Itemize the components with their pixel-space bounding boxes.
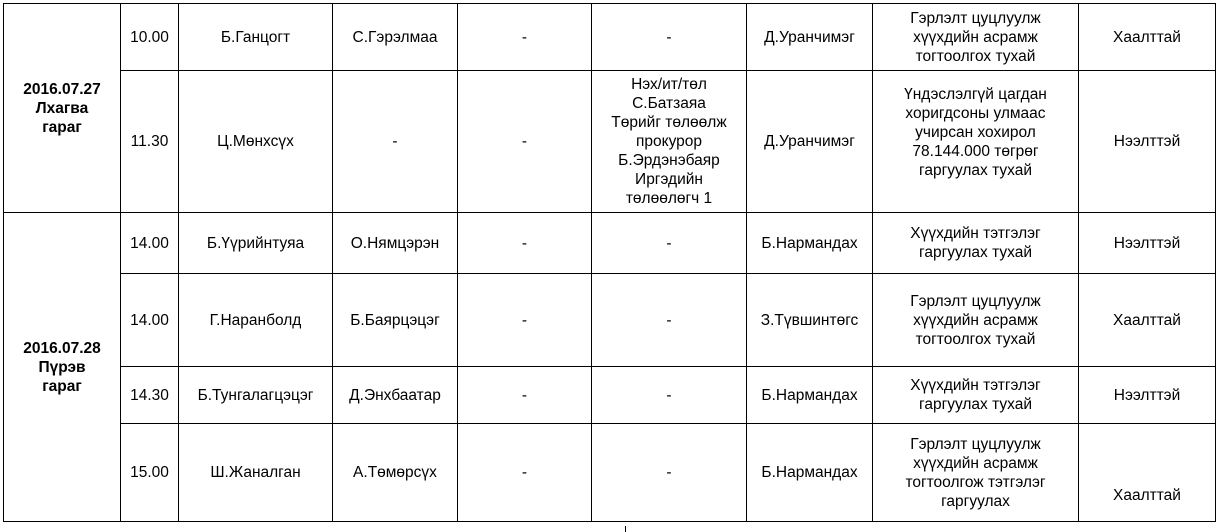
claim-line: Гэрлэлт цуцлуулж	[910, 292, 1041, 310]
judge-cell: З.Түвшинтөгс	[747, 274, 873, 367]
time-cell: 14.30	[121, 367, 179, 424]
table-row	[4, 213, 1216, 274]
claim-line: учирсан хохирол	[915, 124, 1036, 141]
claim-cell	[873, 4, 1079, 71]
defendant-cell: Б.Баярцэцэг	[333, 274, 458, 367]
status-cell: Нээлттэй	[1079, 367, 1216, 424]
claim-line: хүүхдийн асрамж	[913, 454, 1038, 472]
date-cell	[4, 4, 121, 213]
defendant-cell: С.Гэрэлмаа	[333, 4, 458, 71]
judge-cell: Д.Уранчимэг	[747, 71, 873, 213]
plaintiff-cell: Б.Тунгалагцэцэг	[179, 367, 333, 424]
representatives-cell: -	[592, 213, 747, 274]
representative-line: С.Батзаяа	[632, 95, 706, 112]
representatives-cell: -	[592, 424, 747, 522]
plaintiff-cell: Ш.Жаналган	[179, 424, 333, 522]
third-party-cell: -	[458, 4, 592, 71]
defendant-cell: -	[333, 71, 458, 213]
time-cell: 11.30	[121, 71, 179, 213]
claim-cell	[873, 213, 1079, 274]
plaintiff-cell: Б.Үүрийнтуяа	[179, 213, 333, 274]
third-party-cell: -	[458, 274, 592, 367]
status-cell: Нээлттэй	[1079, 213, 1216, 274]
claim-line: Үндэслэлгүй цагдан	[904, 86, 1047, 103]
status-cell: Хаалттай	[1079, 274, 1216, 367]
third-party-cell: -	[458, 367, 592, 424]
defendant-cell: О.Нямцэрэн	[333, 213, 458, 274]
representatives-cell	[592, 71, 747, 213]
claim-line: гаргуулах тухай	[919, 396, 1032, 413]
judge-cell: Б.Нармандах	[747, 424, 873, 522]
weekday-suffix: гараг	[42, 118, 82, 136]
representatives-cell: -	[592, 4, 747, 71]
page-break-mark	[625, 526, 626, 532]
claim-cell	[873, 424, 1079, 522]
court-schedule-table	[3, 3, 1216, 522]
claim-line: гаргуулах тухай	[919, 244, 1032, 261]
representatives-cell: -	[592, 367, 747, 424]
representative-line: төлөөлөгч 1	[625, 190, 713, 207]
plaintiff-cell: Г.Наранболд	[179, 274, 333, 367]
third-party-cell: -	[458, 213, 592, 274]
judge-cell: Б.Нармандах	[747, 367, 873, 424]
status-cell: Хаалттай	[1079, 4, 1216, 71]
table-row	[4, 367, 1216, 424]
claim-line: гаргуулах тухай	[919, 162, 1032, 179]
third-party-cell: -	[458, 424, 592, 522]
table-row	[4, 274, 1216, 367]
status-cell: Хаалттай	[1079, 424, 1216, 522]
date-cell	[4, 213, 121, 522]
claim-line: гаргуулах	[941, 492, 1010, 510]
claim-line: тогтоолгох тухай	[915, 47, 1036, 65]
defendant-cell: Д.Энхбаатар	[333, 367, 458, 424]
time-cell: 15.00	[121, 424, 179, 522]
representatives-cell: -	[592, 274, 747, 367]
representative-line: прокурор	[635, 133, 703, 150]
claim-line: Хүүхдийн тэтгэлэг	[910, 225, 1041, 242]
representative-line: Иргэдийн	[635, 171, 703, 188]
claim-line: Гэрлэлт цуцлуулж	[910, 9, 1041, 27]
claim-line: 78.144.000 төгрөг	[912, 143, 1039, 160]
date-text: 2016.07.28	[23, 339, 101, 357]
plaintiff-cell: Ц.Мөнхсүх	[179, 71, 333, 213]
weekday-suffix: гараг	[42, 377, 82, 395]
claim-line: Гэрлэлт цуцлуулж	[910, 435, 1041, 453]
claim-line: Хүүхдийн тэтгэлэг	[910, 377, 1041, 394]
time-cell: 14.00	[121, 274, 179, 367]
table-row	[4, 4, 1216, 71]
weekday-text: Пүрэв	[38, 358, 86, 376]
time-cell: 14.00	[121, 213, 179, 274]
claim-line: хүүхдийн асрамж	[913, 311, 1038, 329]
judge-cell: Д.Уранчимэг	[747, 4, 873, 71]
claim-line: тогтоолгож тэтгэлэг	[905, 473, 1046, 491]
status-cell: Нээлттэй	[1079, 71, 1216, 213]
representative-line: Төрийг төлөөлж	[611, 114, 727, 131]
defendant-cell: А.Төмөрсүх	[333, 424, 458, 522]
weekday-text: Лхагва	[35, 99, 89, 117]
third-party-cell: -	[458, 71, 592, 213]
claim-line: хүүхдийн асрамж	[913, 28, 1038, 46]
date-text: 2016.07.27	[23, 80, 101, 98]
claim-line: хоригдсоны улмаас	[905, 105, 1046, 122]
judge-cell: Б.Нармандах	[747, 213, 873, 274]
representative-line: Нэх/ит/төл	[631, 76, 707, 93]
table-row	[4, 71, 1216, 213]
claim-cell	[873, 367, 1079, 424]
plaintiff-cell: Б.Ганцогт	[179, 4, 333, 71]
representative-line: Б.Эрдэнэбаяр	[618, 152, 720, 169]
claim-cell	[873, 274, 1079, 367]
time-cell: 10.00	[121, 4, 179, 71]
claim-line: тогтоолгох тухай	[915, 330, 1036, 348]
table-row	[4, 424, 1216, 522]
claim-cell	[873, 71, 1079, 213]
